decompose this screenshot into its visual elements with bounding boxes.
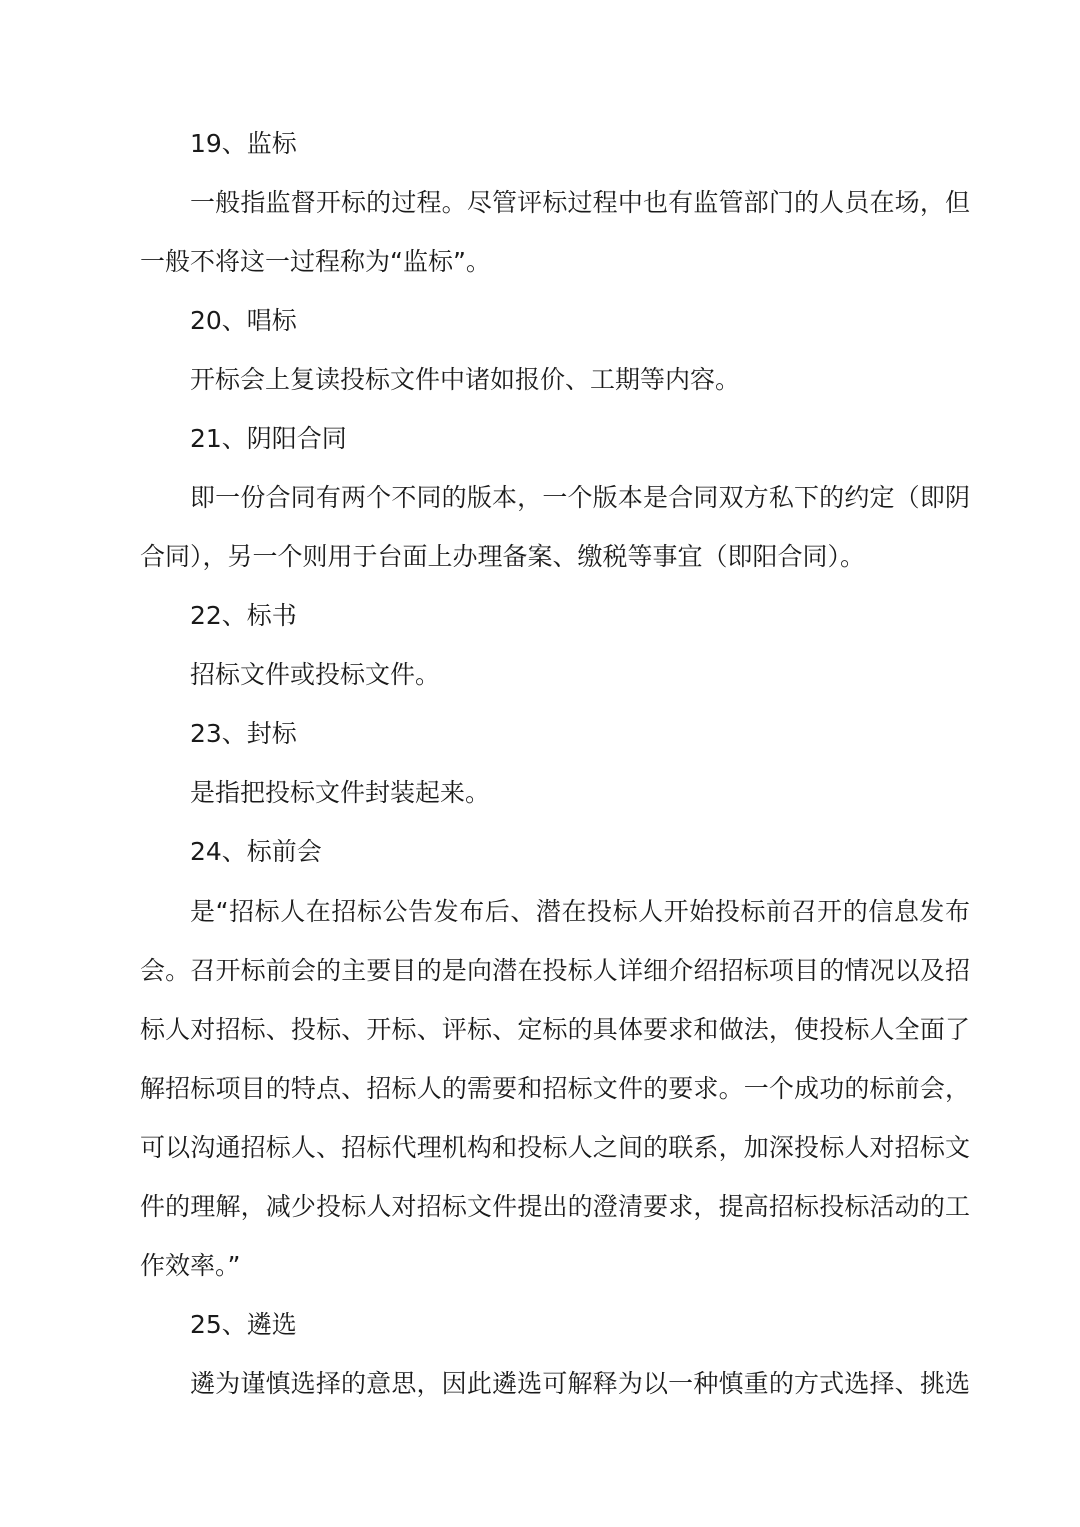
paragraph-line: 一般指监督开标的过程。尽管评标过程中也有监管部门的人员在场，但: [190, 188, 970, 217]
paragraph-line: 标人对招标、投标、开标、评标、定标的具体要求和做法，使投标人全面了: [140, 1015, 970, 1044]
paragraph-line: 开标会上复读投标文件中诸如报价、工期等内容。: [190, 365, 741, 394]
paragraph-line: 会。召开标前会的主要目的是向潜在投标人详细介绍招标项目的情况以及招: [140, 956, 970, 985]
paragraph-line: 件的理解，减少投标人对招标文件提出的澄清要求，提高招标投标活动的工: [140, 1192, 970, 1221]
paragraph-line: 招标文件或投标文件。: [190, 660, 441, 689]
paragraph-line: 合同），另一个则用于台面上办理备案、缴税等事宜（即阳合同）。: [140, 542, 866, 571]
section-heading-24: 24、标前会: [190, 837, 322, 866]
section-heading-23: 23、封标: [190, 719, 297, 748]
paragraph-line: 是“招标人在招标公告发布后、潜在投标人开始投标前召开的信息发布: [190, 897, 970, 926]
paragraph-line: 即一份合同有两个不同的版本，一个版本是合同双方私下的约定（即阴: [190, 483, 970, 512]
paragraph-line: 遴为谨慎选择的意思，因此遴选可解释为以一种慎重的方式选择、挑选: [190, 1369, 970, 1398]
paragraph-line: 解招标项目的特点、招标人的需要和招标文件的要求。一个成功的标前会，: [140, 1074, 970, 1103]
section-heading-21: 21、阴阳合同: [190, 424, 347, 453]
paragraph-line: 作效率。”: [140, 1251, 241, 1280]
section-heading-25: 25、遴选: [190, 1310, 297, 1339]
section-heading-20: 20、唱标: [190, 306, 297, 335]
paragraph-line: 是指把投标文件封装起来。: [190, 778, 491, 807]
paragraph-line: 可以沟通招标人、招标代理机构和投标人之间的联系，加深投标人对招标文: [140, 1133, 970, 1162]
section-heading-19: 19、监标: [190, 129, 297, 158]
paragraph-line: 一般不将这一过程称为“监标”。: [140, 247, 491, 276]
section-heading-22: 22、标书: [190, 601, 297, 630]
